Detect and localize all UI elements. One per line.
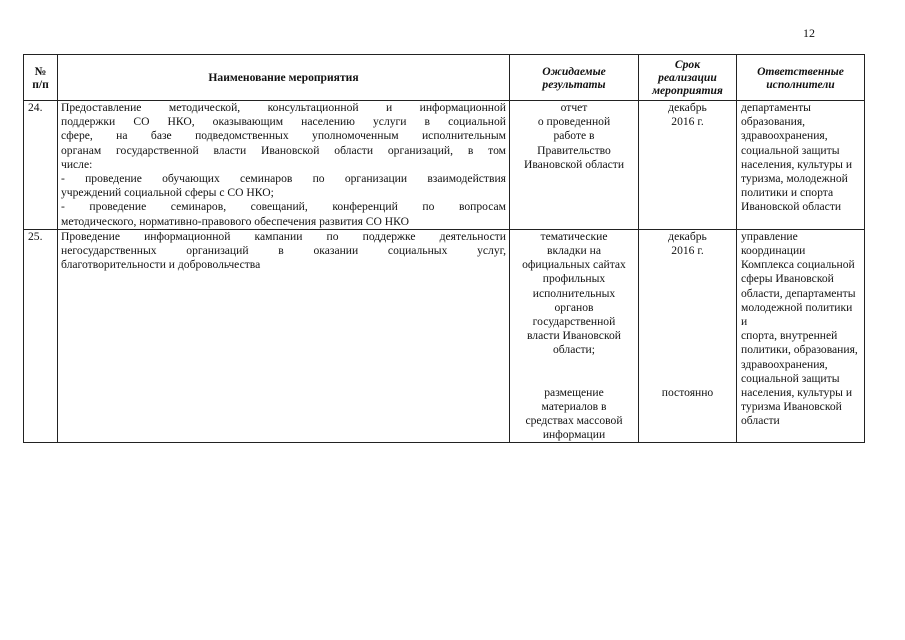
table-header-row	[24, 55, 865, 101]
row-number: 25.	[24, 229, 58, 443]
header-term: Срок реализации мероприятия	[639, 55, 737, 101]
page-number: 12	[803, 26, 815, 40]
event-name: Предоставление методической, консультационной и информационной поддержки СО НКО, оказывающим населению услуги в социальной сфере, на базе подведомственных уполномоченным исполнительным органам государственной власти Ивановской области организаций, в том числе: - проведение обучающих семинаров по организации взаимодействия учреждений социальной сферы с СО НКО; - проведение семинаров, совещаний, конференций по вопросам методического, нормативно-правового обеспечения развития СО НКО	[58, 101, 510, 230]
event-name: Проведение информационной кампании по поддержке деятельности негосударственных организаций в оказании социальных услуг, благотворительности и добровольчества	[58, 229, 510, 443]
header-expected-results: Ожидаемые результаты	[510, 55, 639, 101]
table-row-24	[24, 101, 865, 230]
table-row-25	[24, 229, 865, 443]
header-event-name: Наименование мероприятия	[58, 55, 510, 101]
header-executors: Ответственные исполнители	[737, 55, 865, 101]
executors: департаменты образования, здравоохранения, социальной защиты населения, культуры и туризма, молодежной политики и спорта Ивановской области	[737, 101, 865, 230]
term-permanent: постоянно	[661, 385, 714, 399]
events-table	[23, 54, 865, 443]
header-number: № п/п	[24, 55, 58, 101]
expected-results: отчет о проведенной работе в Правительство Ивановской области	[510, 101, 639, 230]
executors: управление координации Комплекса социальной сферы Ивановской области, департаменты молодежной политики и спорта, внутренней политики, образования, здравоохранения, социальной защиты населения, культуры и туризма Ивановской области	[737, 229, 865, 443]
expected-results: тематические вкладки на официальных сайтах профильных исполнительных органов государственной власти Ивановской области; размещение материалов в средствах массовой информации	[510, 229, 639, 443]
row-number: 24.	[24, 101, 58, 230]
term: декабрь 2016 г.	[639, 101, 737, 230]
term: декабрь 2016 г. постоянно	[639, 229, 737, 443]
